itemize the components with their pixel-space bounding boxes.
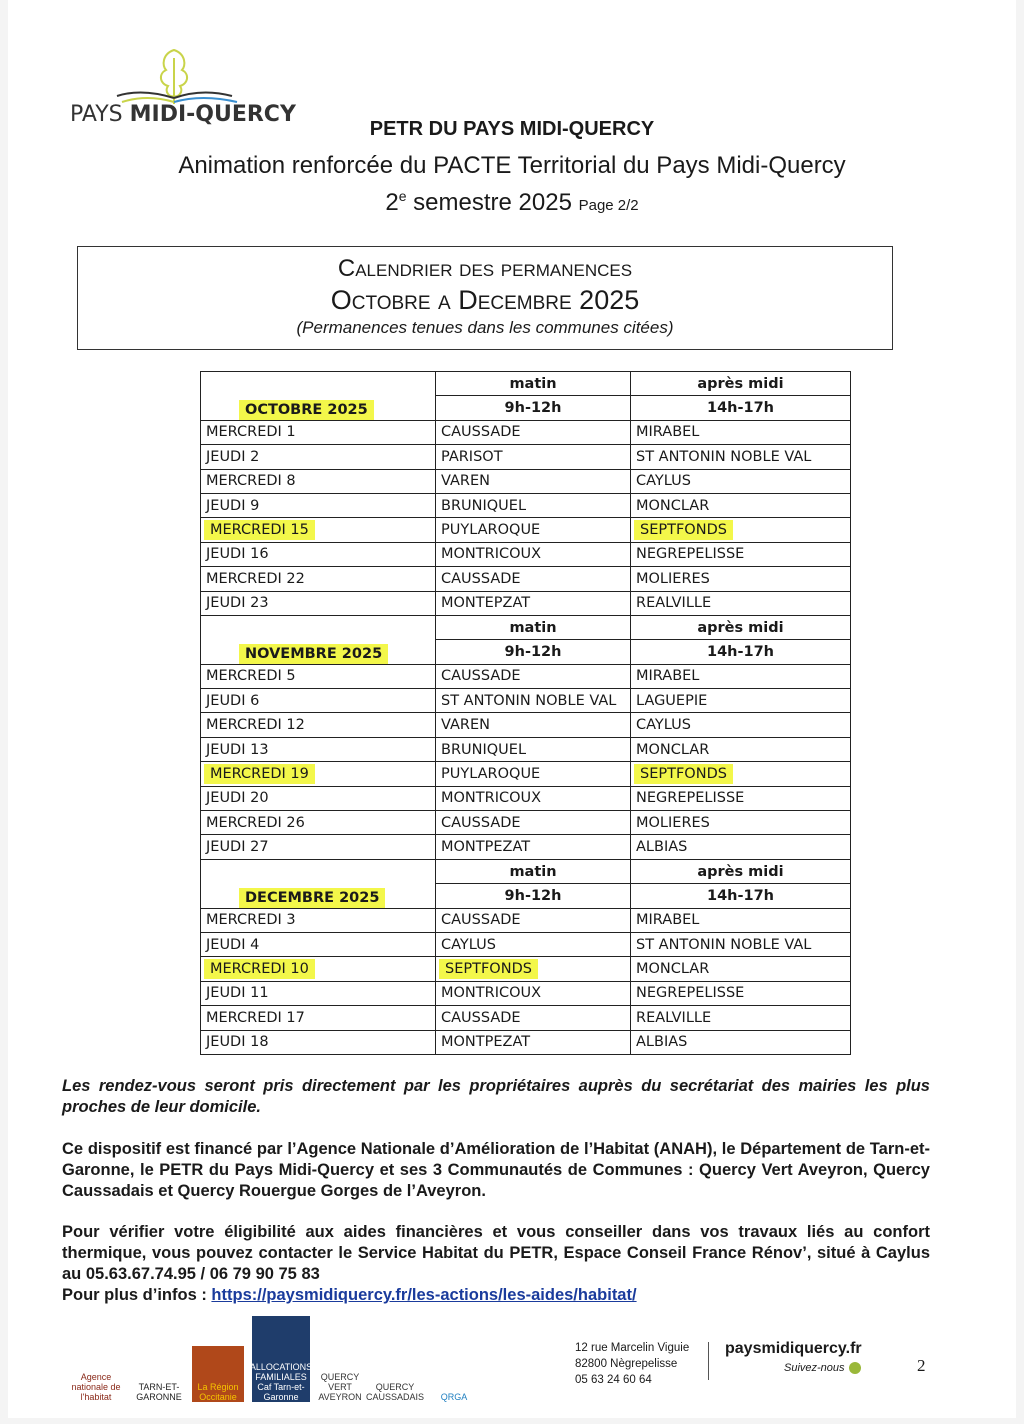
logo-wordmark: PAYS MIDI-QUERCY <box>70 102 296 127</box>
month-label: OCTOBRE 2025 <box>201 372 436 421</box>
table-row <box>201 1006 851 1030</box>
matin-commune: CAUSSADE <box>436 420 631 444</box>
column-header-apres-midi: après midi <box>631 859 851 883</box>
divider <box>708 1342 709 1380</box>
matin-commune: VAREN <box>436 469 631 493</box>
partner-logo: QRGA <box>428 1342 480 1402</box>
month-header-row <box>201 372 851 396</box>
apres-midi-commune: MONCLAR <box>631 737 851 761</box>
partner-logo: La Région Occitanie <box>192 1346 244 1402</box>
calendar-title-box: Calendrier des permanences Octobre a Decembre 2025 (Permanences tenues dans les communes citées) <box>77 246 893 350</box>
website[interactable]: paysmidiquercy.fr <box>725 1340 862 1357</box>
document-subtitle: Animation renforcée du PACTE Territorial du Pays Midi-Quercy <box>178 152 846 179</box>
matin-commune: MONTPEZAT <box>436 1030 631 1054</box>
matin-commune: MONTRICOUX <box>436 542 631 566</box>
table-row <box>201 518 851 542</box>
table-row <box>201 908 851 932</box>
matin-commune: CAUSSADE <box>436 811 631 835</box>
table-row <box>201 493 851 517</box>
address-block: 12 rue Marcelin Viguie 82800 Nègrepelisse 05 63 24 60 64 <box>575 1342 690 1386</box>
contact-note: Pour vérifier votre éligibilité aux aides financières et vous conseiller dans vos travaux liés au confort thermique, vous pouvez contacter le Service Habitat du PETR, Espace Conseil France Rénov’, situé à Caylus au 05.63.67.74.95 / 06 79 90 75 83 Pour plus d’infos : https://paysmidiquercy.fr/les-actions/les-aides/habitat/ <box>62 1223 930 1304</box>
matin-commune: SEPTFONDS <box>436 957 631 981</box>
matin-commune: MONTRICOUX <box>436 981 631 1005</box>
matin-commune: CAUSSADE <box>436 1006 631 1030</box>
day-cell: JEUDI 20 <box>201 786 436 810</box>
day-cell: JEUDI 6 <box>201 689 436 713</box>
month-label: NOVEMBRE 2025 <box>201 615 436 664</box>
hours-apres-midi: 14h-17h <box>631 640 851 664</box>
apres-midi-commune: ALBIAS <box>631 835 851 859</box>
matin-commune: CAUSSADE <box>436 908 631 932</box>
partner-logos <box>66 1316 480 1402</box>
day-cell: JEUDI 4 <box>201 932 436 956</box>
hours-apres-midi: 14h-17h <box>631 396 851 420</box>
day-cell: MERCREDI 10 <box>201 957 436 981</box>
day-cell: MERCREDI 1 <box>201 420 436 444</box>
day-cell: JEUDI 9 <box>201 493 436 517</box>
partner-logo: TARN-ET-GARONNE <box>134 1352 184 1402</box>
day-cell: JEUDI 23 <box>201 591 436 615</box>
funding-note: Ce dispositif est financé par l’Agence Nationale d’Amélioration de l’Habitat (ANAH), le Département de Tarn-et-Garonne, le PETR du Pays Midi-Quercy et ses 3 Communautés de Communes : Quercy Vert Aveyron, Quercy Caussadais et Quercy Rouergue Gorges de l’Aveyron. <box>62 1140 930 1200</box>
table-row <box>201 981 851 1005</box>
column-header-apres-midi: après midi <box>631 372 851 396</box>
apres-midi-commune: REALVILLE <box>631 591 851 615</box>
facebook-icon <box>849 1362 861 1374</box>
apres-midi-commune: NEGREPELISSE <box>631 542 851 566</box>
table-row <box>201 420 851 444</box>
table-row <box>201 762 851 786</box>
month-header-row <box>201 859 851 883</box>
apres-midi-commune: SEPTFONDS <box>631 762 851 786</box>
matin-commune: MONTEPZAT <box>436 591 631 615</box>
page-indicator: Page 2/2 <box>578 197 639 214</box>
apres-midi-commune: MOLIERES <box>631 567 851 591</box>
table-row <box>201 737 851 761</box>
apres-midi-commune: MIRABEL <box>631 420 851 444</box>
hours-matin: 9h-12h <box>436 640 631 664</box>
table-row <box>201 445 851 469</box>
apres-midi-commune: REALVILLE <box>631 1006 851 1030</box>
page-number: 2 <box>917 1356 926 1375</box>
apres-midi-commune: ALBIAS <box>631 1030 851 1054</box>
day-cell: MERCREDI 19 <box>201 762 436 786</box>
matin-commune: CAYLUS <box>436 932 631 956</box>
table-row <box>201 469 851 493</box>
matin-commune: ST ANTONIN NOBLE VAL <box>436 689 631 713</box>
column-header-matin: matin <box>436 372 631 396</box>
day-cell: MERCREDI 3 <box>201 908 436 932</box>
follow-us[interactable]: Suivez-nous <box>784 1362 861 1374</box>
apres-midi-commune: MOLIERES <box>631 811 851 835</box>
apres-midi-commune: ST ANTONIN NOBLE VAL <box>631 445 851 469</box>
matin-commune: MONTPEZAT <box>436 835 631 859</box>
apres-midi-commune: LAGUEPIE <box>631 689 851 713</box>
day-cell: JEUDI 18 <box>201 1030 436 1054</box>
matin-commune: VAREN <box>436 713 631 737</box>
day-cell: MERCREDI 26 <box>201 811 436 835</box>
matin-commune: PUYLAROQUE <box>436 762 631 786</box>
apres-midi-commune: SEPTFONDS <box>631 518 851 542</box>
apres-midi-commune: ST ANTONIN NOBLE VAL <box>631 932 851 956</box>
column-header-apres-midi: après midi <box>631 615 851 639</box>
table-row <box>201 591 851 615</box>
day-cell: MERCREDI 15 <box>201 518 436 542</box>
table-row <box>201 835 851 859</box>
matin-commune: PARISOT <box>436 445 631 469</box>
day-cell: MERCREDI 12 <box>201 713 436 737</box>
apres-midi-commune: CAYLUS <box>631 469 851 493</box>
matin-commune: BRUNIQUEL <box>436 493 631 517</box>
table-row <box>201 1030 851 1054</box>
apres-midi-commune: MONCLAR <box>631 493 851 517</box>
table-row <box>201 957 851 981</box>
matin-commune: MONTRICOUX <box>436 786 631 810</box>
day-cell: MERCREDI 8 <box>201 469 436 493</box>
day-cell: MERCREDI 22 <box>201 567 436 591</box>
table-row <box>201 786 851 810</box>
table-row <box>201 664 851 688</box>
table-row <box>201 713 851 737</box>
partner-logo: Agence nationale de l'habitat <box>66 1352 126 1402</box>
apres-midi-commune: NEGREPELISSE <box>631 981 851 1005</box>
apres-midi-commune: CAYLUS <box>631 713 851 737</box>
matin-commune: CAUSSADE <box>436 567 631 591</box>
day-cell: MERCREDI 5 <box>201 664 436 688</box>
table-row <box>201 811 851 835</box>
apres-midi-commune: MIRABEL <box>631 664 851 688</box>
apres-midi-commune: NEGREPELISSE <box>631 786 851 810</box>
matin-commune: PUYLAROQUE <box>436 518 631 542</box>
month-label: DECEMBRE 2025 <box>201 859 436 908</box>
day-cell: JEUDI 11 <box>201 981 436 1005</box>
matin-commune: CAUSSADE <box>436 664 631 688</box>
partner-logo: QUERCY VERT AVEYRON <box>318 1356 362 1402</box>
table-row <box>201 932 851 956</box>
hours-apres-midi: 14h-17h <box>631 884 851 908</box>
info-link[interactable]: https://paysmidiquercy.fr/les-actions/les-aides/habitat/ <box>211 1286 637 1304</box>
apres-midi-commune: MIRABEL <box>631 908 851 932</box>
day-cell: JEUDI 13 <box>201 737 436 761</box>
column-header-matin: matin <box>436 615 631 639</box>
table-row <box>201 567 851 591</box>
semester-line: 2e semestre 2025 Page 2/2 <box>385 188 639 216</box>
hours-matin: 9h-12h <box>436 884 631 908</box>
appointment-note: Les rendez-vous seront pris directement par les propriétaires auprès du secrétariat des mairies les plus proches de leur domicile. <box>62 1077 930 1116</box>
day-cell: MERCREDI 17 <box>201 1006 436 1030</box>
permanences-table <box>200 371 851 1055</box>
table-row <box>201 542 851 566</box>
column-header-matin: matin <box>436 859 631 883</box>
matin-commune: BRUNIQUEL <box>436 737 631 761</box>
month-header-row <box>201 615 851 639</box>
table-row <box>201 689 851 713</box>
day-cell: JEUDI 2 <box>201 445 436 469</box>
partner-logo: ALLOCATIONS FAMILIALES Caf Tarn-et-Garonne <box>252 1316 310 1402</box>
day-cell: JEUDI 27 <box>201 835 436 859</box>
day-cell: JEUDI 16 <box>201 542 436 566</box>
apres-midi-commune: MONCLAR <box>631 957 851 981</box>
organization-title: PETR DU PAYS MIDI-QUERCY <box>369 118 655 140</box>
partner-logo: QUERCY CAUSSADAIS <box>370 1362 420 1402</box>
hours-matin: 9h-12h <box>436 396 631 420</box>
